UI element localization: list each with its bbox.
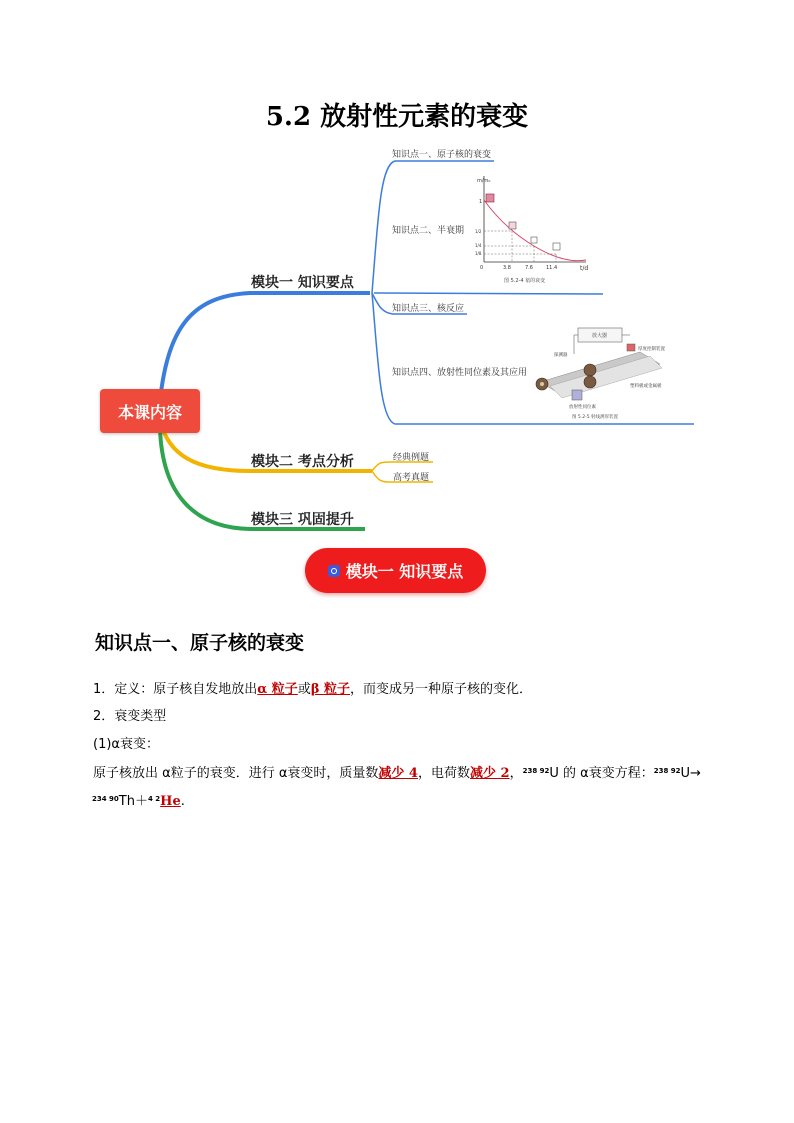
text: 原子核放出 α粒子的衰变．进行 α衰变时，质量数 bbox=[93, 766, 379, 781]
mindmap-item-isotopes: 知识点四、放射性同位素及其应用 bbox=[392, 368, 528, 378]
fig1-xtick: 3.8 bbox=[503, 265, 511, 271]
module-icon bbox=[328, 565, 340, 577]
mindmap-item-half-life: 知识点二、半衰期 bbox=[392, 226, 465, 236]
module1-label: 模块一 知识要点 bbox=[251, 275, 354, 291]
text: ， bbox=[509, 766, 523, 781]
fig2-label-isotope: 放射性同位素 bbox=[569, 405, 596, 410]
fig1-caption: 图 5.2-4 氡的衰变 bbox=[504, 278, 546, 284]
text: 1．定义：原子核自发地放出 bbox=[93, 682, 258, 697]
thickness-gauge-figure bbox=[530, 324, 695, 422]
alpha-decay-heading: (1)α衰变： bbox=[93, 737, 159, 752]
text: . bbox=[180, 794, 185, 809]
answer-charge-decrease: 减少 2 bbox=[470, 766, 510, 781]
fig1-xtick: 7.6 bbox=[525, 265, 533, 271]
radon-decay-figure bbox=[474, 170, 594, 290]
fig1-xlabel: t/d bbox=[580, 265, 589, 272]
nuclide-index: 234 90 bbox=[92, 795, 119, 803]
fig1-ytick: 1/8 bbox=[475, 251, 482, 256]
fig1-xtick: 0 bbox=[480, 265, 484, 271]
fig1-ylabel: m/m₀ bbox=[477, 178, 491, 184]
answer-beta-particle: β 粒子 bbox=[310, 682, 350, 697]
mindmap-item-decay: 知识点一、原子核的衰变 bbox=[392, 150, 492, 160]
fig2-label-plate: 塑料板或金属板 bbox=[630, 384, 662, 389]
fig2-label-detector: 探测器 bbox=[554, 353, 568, 358]
nuclide-index: 4 2 bbox=[147, 795, 161, 803]
definition-paragraph bbox=[93, 681, 532, 699]
alpha-decay-equation bbox=[92, 790, 185, 811]
fig1-ytick: 1/4 bbox=[475, 243, 482, 248]
text: Th＋ bbox=[118, 794, 148, 809]
branch-module1 bbox=[160, 293, 370, 400]
text: U 的 α衰变方程： bbox=[549, 766, 654, 781]
module1-button-label: 模块一 知识要点 bbox=[345, 562, 464, 581]
section-heading: 知识点一、原子核的衰变 bbox=[95, 632, 305, 654]
mindmap-item-examples: 经典例题 bbox=[393, 453, 430, 463]
text: ，而变成另一种原子核的变化． bbox=[350, 682, 533, 697]
text: U→ bbox=[680, 766, 701, 781]
document-title: 5.2 放射性元素的衰变 bbox=[265, 102, 529, 132]
text: 或 bbox=[297, 682, 311, 697]
answer-helium: He bbox=[160, 794, 181, 809]
fig1-xtick: 11.4 bbox=[546, 265, 558, 271]
fig2-caption: 图 5.2-5 射线测厚装置 bbox=[572, 415, 619, 420]
mindmap-root: 本课内容 bbox=[100, 389, 200, 433]
answer-mass-decrease: 减少 4 bbox=[378, 766, 418, 781]
fig2-label-amplifier: 放大器 bbox=[592, 333, 608, 339]
answer-alpha-particle: α 粒子 bbox=[257, 682, 298, 697]
nuclide-index: 238 92 bbox=[522, 767, 550, 775]
module1-button[interactable] bbox=[305, 548, 486, 593]
decay-types-heading: 2．衰变类型 bbox=[93, 709, 167, 724]
mindmap-item-exam-questions: 高考真题 bbox=[393, 473, 430, 483]
mindmap-item-nuclear-reaction: 知识点三、核反应 bbox=[392, 304, 465, 314]
fig1-ytick: 1 bbox=[479, 199, 483, 205]
fig2-label-control: 厚度控制装置 bbox=[638, 347, 665, 352]
nuclide-index: 238 92 bbox=[653, 767, 681, 775]
alpha-decay-paragraph bbox=[93, 762, 701, 783]
text: ，电荷数 bbox=[417, 766, 470, 781]
module3-label: 模块三 巩固提升 bbox=[251, 512, 354, 528]
fig1-ytick: 1/2 bbox=[475, 229, 482, 234]
module2-label: 模块二 考点分析 bbox=[251, 454, 354, 470]
